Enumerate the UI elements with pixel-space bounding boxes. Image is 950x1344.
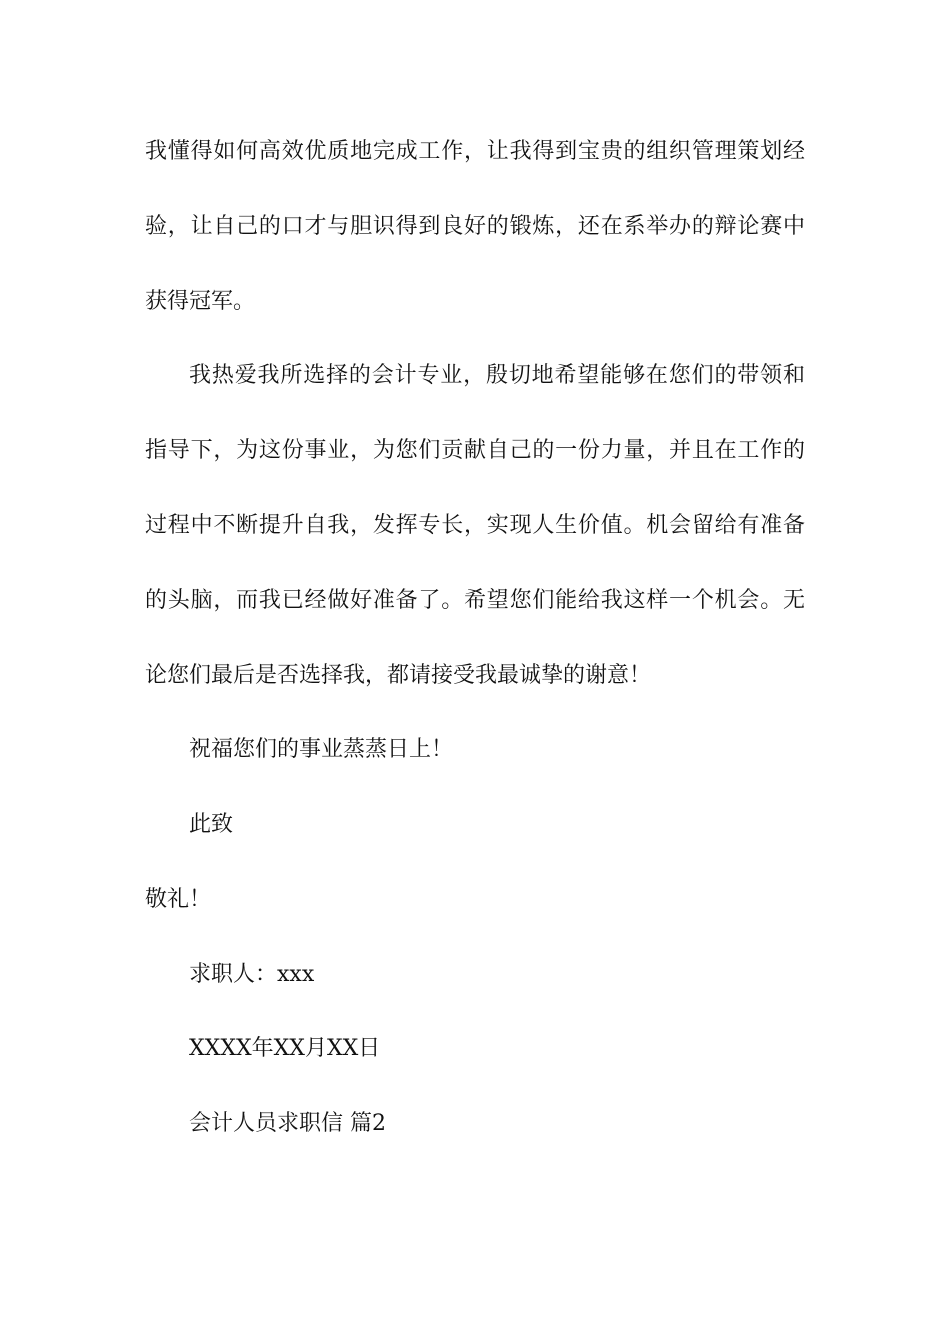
paragraph-line: 验，让自己的口才与胆识得到良好的锻炼，还在系举办的辩论赛中 xyxy=(145,214,805,239)
date-line: XXXX年XX月XX日 xyxy=(189,1036,381,1061)
paragraph-line: 获得冠军。 xyxy=(145,289,256,314)
section-heading: 会计人员求职信 篇2 xyxy=(189,1111,386,1136)
paragraph-line: 过程中不断提升自我，发挥专长，实现人生价值。机会留给有准备 xyxy=(145,513,805,538)
paragraph-line: 我热爱我所选择的会计专业，殷切地希望能够在您们的带领和 xyxy=(189,363,805,388)
paragraph-line: 的头脑，而我已经做好准备了。希望您们能给我这样一个机会。无 xyxy=(145,588,805,613)
closing-line: 此致 xyxy=(189,812,234,837)
blessing-line: 祝福您们的事业蒸蒸日上！ xyxy=(189,737,454,762)
salutation-line: 敬礼！ xyxy=(145,887,212,912)
paragraph-line: 论您们最后是否选择我，都请接受我最诚挚的谢意！ xyxy=(145,663,652,688)
paragraph-line: 我懂得如何高效优质地完成工作，让我得到宝贵的组织管理策划经 xyxy=(145,139,805,164)
applicant-line: 求职人：xxx xyxy=(189,962,315,987)
paragraph-line: 指导下，为这份事业，为您们贡献自己的一份力量，并且在工作的 xyxy=(145,438,805,463)
